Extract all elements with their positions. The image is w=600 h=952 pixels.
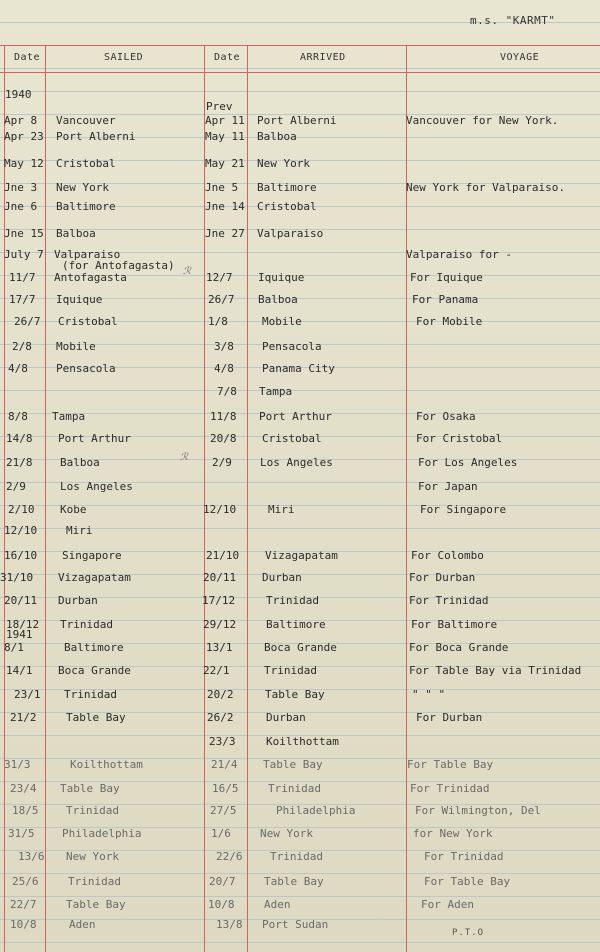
arrived-date: May 21: [205, 157, 245, 170]
sailed-port: Cristobal: [58, 315, 118, 328]
sailed-date: 25/6: [12, 875, 39, 888]
page-footer: P.T.O: [452, 928, 485, 938]
arrived-date: 1/8: [208, 315, 228, 328]
header-arrived: ARRIVED: [300, 52, 346, 63]
sailed-port: Kobe: [60, 503, 87, 516]
sailed-port: Durban: [58, 594, 98, 607]
voyage-note: For Table Bay: [407, 758, 494, 771]
sailed-date: 8/8: [8, 410, 28, 423]
voyage-note: For Los Angeles: [418, 456, 518, 469]
sailed-port: Antofagasta: [54, 271, 127, 284]
sailed-port: Balboa: [56, 227, 96, 240]
arrived-date: 26/7: [208, 293, 235, 306]
sailed-date: 20/11: [4, 594, 38, 607]
arrived-port: Balboa: [257, 130, 297, 143]
sailed-port: Baltimore: [64, 641, 124, 654]
column-rule: [45, 45, 46, 952]
sailed-date: Apr 23: [4, 130, 44, 143]
arrived-date: Apr 11: [205, 114, 245, 127]
arrived-date: 22/1: [203, 664, 230, 677]
voyage-note: For Singapore: [420, 503, 507, 516]
sailed-date: Apr 8: [4, 114, 38, 127]
voyage-note: Valparaiso for -: [406, 248, 512, 261]
sailed-port: Tampa: [52, 410, 86, 423]
voyage-note: For Japan: [418, 480, 478, 493]
arrived-date: 21/4: [211, 758, 238, 771]
handwritten-note: ℛ: [183, 266, 191, 277]
sailed-note: (for Antofagasta): [62, 259, 175, 272]
arrived-date: 13/8: [216, 918, 243, 931]
voyage-note: For Wilmington, Del: [415, 804, 541, 817]
arrived-date: 2/9: [212, 456, 232, 469]
arrived-port: Table Bay: [265, 688, 325, 701]
voyage-note: For Aden: [421, 898, 474, 911]
voyage-note: For Trinidad: [410, 782, 490, 795]
sailed-port: Trinidad: [60, 618, 113, 631]
arrived-port: Cristobal: [257, 200, 317, 213]
arrived-date: 11/8: [210, 410, 237, 423]
header-voyage: VOYAGE: [500, 52, 540, 63]
arrived-date: 13/1: [206, 641, 233, 654]
voyage-note: For Colombo: [411, 549, 484, 562]
sailed-date: 14/8: [6, 432, 33, 445]
sailed-date: 18/5: [12, 804, 39, 817]
arrived-port: Baltimore: [257, 181, 317, 194]
sailed-port: Aden: [69, 918, 96, 931]
sailed-date: 12/10: [4, 524, 38, 537]
arrived-date: 27/5: [210, 804, 237, 817]
sailed-date: 4/8: [8, 362, 28, 375]
arrived-port: Port Arthur: [259, 410, 332, 423]
arrived-port: Cristobal: [262, 432, 322, 445]
header-top-rule: [0, 45, 600, 46]
arrived-date: 20/7: [209, 875, 236, 888]
voyage-note: For Durban: [409, 571, 476, 584]
arrived-date: 4/8: [214, 362, 234, 375]
sailed-date: 21/8: [6, 456, 33, 469]
sailed-port: Table Bay: [66, 711, 126, 724]
sailed-date: 13/6: [18, 850, 45, 863]
voyage-note: For Boca Grande: [409, 641, 509, 654]
sailed-date: 26/7: [14, 315, 41, 328]
sailed-port: Port Alberni: [56, 130, 136, 143]
arrived-port: Iquique: [258, 271, 305, 284]
sailed-date: 31/5: [8, 827, 35, 840]
voyage-note: For Panama: [412, 293, 479, 306]
sailed-port: Trinidad: [66, 804, 119, 817]
arrived-port: Miri: [268, 503, 295, 516]
sailed-date: 21/2: [10, 711, 37, 724]
sailed-date: 23/1: [14, 688, 41, 701]
arrived-port: Panama City: [262, 362, 335, 375]
sailed-port: Vizagapatam: [58, 571, 131, 584]
row-year: 1941: [6, 628, 33, 641]
arrived-date: 16/5: [212, 782, 239, 795]
arrived-port: Trinidad: [270, 850, 323, 863]
arrived-port: Trinidad: [264, 664, 317, 677]
arrived-port: Philadelphia: [276, 804, 356, 817]
sailed-port: Miri: [66, 524, 93, 537]
sailed-date: 2/9: [6, 480, 26, 493]
document-title: m.s. "KARMT": [470, 14, 556, 27]
voyage-note: for New York: [413, 827, 493, 840]
sailed-date: 16/10: [4, 549, 38, 562]
voyage-note: For Durban: [416, 711, 483, 724]
arrived-port: New York: [257, 157, 310, 170]
voyage-note: " " ": [412, 688, 446, 701]
sailed-date: 14/1: [6, 664, 33, 677]
sailed-port: Table Bay: [66, 898, 126, 911]
arrived-date: Jne 27: [205, 227, 245, 240]
arrived-date: 10/8: [208, 898, 235, 911]
arrived-port: New York: [260, 827, 313, 840]
header-sailed-date: Date: [14, 52, 41, 63]
arrived-date: May 11: [205, 130, 245, 143]
arrived-port: Los Angeles: [260, 456, 333, 469]
sailed-date: 2/10: [8, 503, 35, 516]
handwritten-note: ℛ: [180, 452, 188, 463]
sailed-date: 10/8: [10, 918, 37, 931]
sailed-date: 11/7: [9, 271, 36, 284]
arrived-date: 21/10: [206, 549, 240, 562]
arrived-port: Pensacola: [262, 340, 322, 353]
voyage-note: For Table Bay: [424, 875, 511, 888]
sailed-date: 8/1: [4, 641, 24, 654]
arrived-date: 20/2: [207, 688, 234, 701]
sailed-port: New York: [56, 181, 109, 194]
arrived-port: Trinidad: [268, 782, 321, 795]
arrived-date: Jne 5: [205, 181, 239, 194]
sailed-port: Koilthottam: [70, 758, 143, 771]
arrived-date: 20/11: [203, 571, 237, 584]
voyage-note: For Mobile: [416, 315, 483, 328]
arrived-port: Durban: [262, 571, 302, 584]
sailed-port: Philadelphia: [62, 827, 142, 840]
year-label: 1940: [5, 88, 32, 101]
sailed-port: Singapore: [62, 549, 122, 562]
arrived-date: 1/6: [211, 827, 231, 840]
sailed-date: 17/7: [9, 293, 36, 306]
sailed-port: Los Angeles: [60, 480, 133, 493]
sailed-port: New York: [66, 850, 119, 863]
sailed-date: May 12: [4, 157, 44, 170]
sailed-port: Trinidad: [68, 875, 121, 888]
sailed-port: Balboa: [60, 456, 100, 469]
sailed-date: 23/4: [10, 782, 37, 795]
sailed-date: 22/7: [10, 898, 37, 911]
arrived-port: Mobile: [262, 315, 302, 328]
voyage-note: For Trinidad: [409, 594, 489, 607]
arrived-date: 12/7: [206, 271, 233, 284]
sailed-port: Port Arthur: [58, 432, 131, 445]
arrived-port: Tampa: [259, 385, 293, 398]
voyage-note: For Baltimore: [411, 618, 498, 631]
voyage-note: For Iquique: [410, 271, 483, 284]
arrived-date: 12/10: [203, 503, 237, 516]
sailed-date: 31/3: [4, 758, 31, 771]
sailed-port: Table Bay: [60, 782, 120, 795]
arrived-date-note: Prev: [206, 100, 233, 113]
arrived-date: 29/12: [203, 618, 237, 631]
voyage-note: For Trinidad: [424, 850, 504, 863]
header-arrived-date: Date: [214, 52, 241, 63]
arrived-port: Baltimore: [266, 618, 326, 631]
arrived-date: 26/2: [207, 711, 234, 724]
sailed-date: July 7: [4, 248, 44, 261]
sailed-date: Jne 15: [4, 227, 44, 240]
arrived-port: Balboa: [258, 293, 298, 306]
sailed-port: Iquique: [56, 293, 103, 306]
sailed-date: Jne 3: [4, 181, 38, 194]
sailed-port: Valparaiso: [54, 248, 121, 261]
arrived-port: Port Sudan: [262, 918, 329, 931]
arrived-port: Table Bay: [264, 875, 324, 888]
voyage-note: New York for Valparaiso.: [406, 181, 565, 194]
sailed-port: Pensacola: [56, 362, 116, 375]
arrived-port: Port Alberni: [257, 114, 337, 127]
arrived-date: 23/3: [209, 735, 236, 748]
sailed-port: Cristobal: [56, 157, 116, 170]
arrived-port: Valparaiso: [257, 227, 324, 240]
arrived-date: 17/12: [202, 594, 236, 607]
sailed-port: Vancouver: [56, 114, 116, 127]
arrived-port: Koilthottam: [266, 735, 339, 748]
voyage-note: For Cristobal: [416, 432, 503, 445]
arrived-port: Aden: [264, 898, 291, 911]
sailed-port: Trinidad: [64, 688, 117, 701]
sailed-date: Jne 6: [4, 200, 38, 213]
sailed-date: 2/8: [12, 340, 32, 353]
sailed-port: Baltimore: [56, 200, 116, 213]
arrived-port: Durban: [266, 711, 306, 724]
arrived-date: 3/8: [214, 340, 234, 353]
arrived-port: Table Bay: [263, 758, 323, 771]
sailed-port: Mobile: [56, 340, 96, 353]
arrived-date: Jne 14: [205, 200, 245, 213]
arrived-port: Vizagapatam: [265, 549, 338, 562]
arrived-date: 20/8: [210, 432, 237, 445]
column-rule: [247, 45, 248, 952]
arrived-date: 22/6: [216, 850, 243, 863]
voyage-note: Vancouver for New York.: [406, 114, 559, 127]
voyage-note: For Osaka: [416, 410, 476, 423]
arrived-date: 7/8: [217, 385, 237, 398]
sailed-port: Boca Grande: [58, 664, 131, 677]
header-sailed: SAILED: [104, 52, 144, 63]
arrived-port: Trinidad: [266, 594, 319, 607]
arrived-port: Boca Grande: [264, 641, 337, 654]
voyage-note: For Table Bay via Trinidad: [409, 664, 582, 677]
header-bottom-rule: [0, 72, 600, 73]
sailed-date: 18/12: [6, 618, 40, 631]
sailed-date: 31/10: [0, 571, 34, 584]
